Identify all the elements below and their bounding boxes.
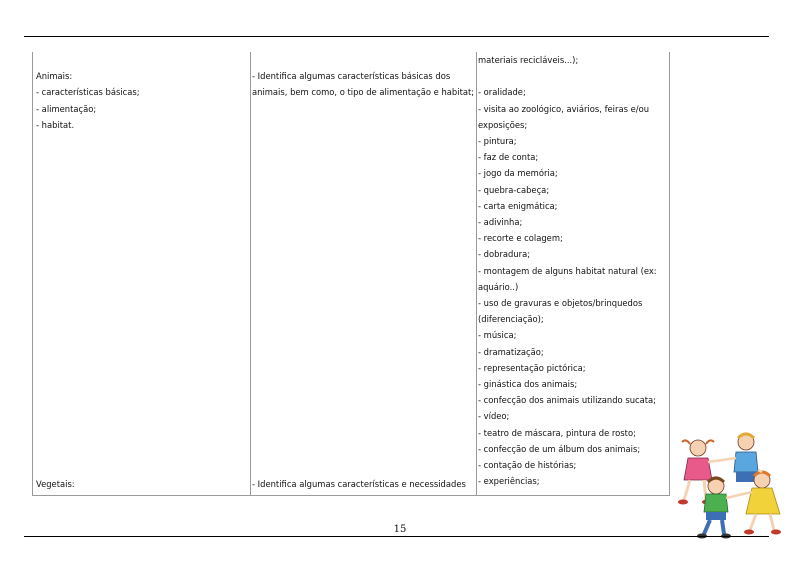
bottom-rule — [24, 536, 769, 537]
objective-line: - Identifica algumas características e necessidades — [252, 479, 466, 489]
column-activities — [478, 52, 666, 489]
activity-line: - contação de histórias; — [478, 460, 577, 471]
table-border-bottom — [32, 495, 670, 496]
activity-line: - visita ao zoológico, aviários, feiras e/ou — [478, 103, 650, 114]
content-table — [32, 52, 670, 496]
table-border-col3 — [476, 52, 477, 496]
vegetais-heading: Vegetais: — [36, 479, 75, 489]
column-objectives — [252, 52, 474, 101]
list-item: - habitat. — [36, 119, 75, 130]
activity-line: - oralidade; — [478, 87, 526, 98]
activity-line: - experiências; — [478, 476, 540, 487]
objective-line: - Identifica algumas características básicas dos — [252, 71, 451, 82]
activity-line: - adivinha; — [478, 217, 523, 228]
activity-line: - vídeo; — [478, 411, 510, 422]
activity-line: exposições; — [478, 119, 528, 130]
activity-line: - faz de conta; — [478, 152, 539, 163]
table-border-left — [32, 52, 33, 496]
list-item: - características básicas; — [36, 87, 140, 98]
activity-line: (diferenciação); — [478, 314, 544, 325]
activity-line: materiais recicláveis...); — [478, 55, 579, 65]
activity-line: aquário..) — [478, 281, 519, 292]
activity-line: - dramatização; — [478, 346, 544, 357]
activity-line: - música; — [478, 330, 517, 341]
objective-line: animais, bem como, o tipo de alimentação e habitat; — [252, 87, 475, 98]
vegetais-objective — [252, 476, 474, 492]
top-rule — [24, 36, 769, 37]
activity-line: - ginástica dos animais; — [478, 379, 578, 390]
table-border-right — [669, 52, 670, 496]
activity-line: - dobradura; — [478, 249, 531, 260]
activity-line: - teatro de máscara, pintura de rosto; — [478, 427, 636, 438]
table-border-col2 — [250, 52, 251, 496]
activity-line: - jogo da memória; — [478, 168, 558, 179]
activity-line: - carta enigmática; — [478, 200, 558, 211]
activity-line: - pintura; — [478, 136, 517, 146]
activity-line: - recorte e colagem; — [478, 233, 563, 244]
activity-line: - quebra-cabeça; — [478, 184, 550, 195]
activity-line: - representação pictórica; — [478, 362, 586, 373]
page-number: 15 — [393, 524, 407, 535]
activity-line: - montagem de alguns habitat natural (ex: — [478, 265, 657, 276]
column-contents — [36, 52, 246, 133]
activity-line: - confecção dos animais utilizando sucata; — [478, 395, 656, 406]
vegetais-block — [36, 476, 246, 492]
list-item: - alimentação; — [36, 103, 97, 114]
activity-line: - confecção de um álbum dos animais; — [478, 443, 641, 454]
activity-line: - uso de gravuras e objetos/brinquedos — [478, 298, 643, 309]
animais-heading: Animais: — [36, 71, 73, 82]
